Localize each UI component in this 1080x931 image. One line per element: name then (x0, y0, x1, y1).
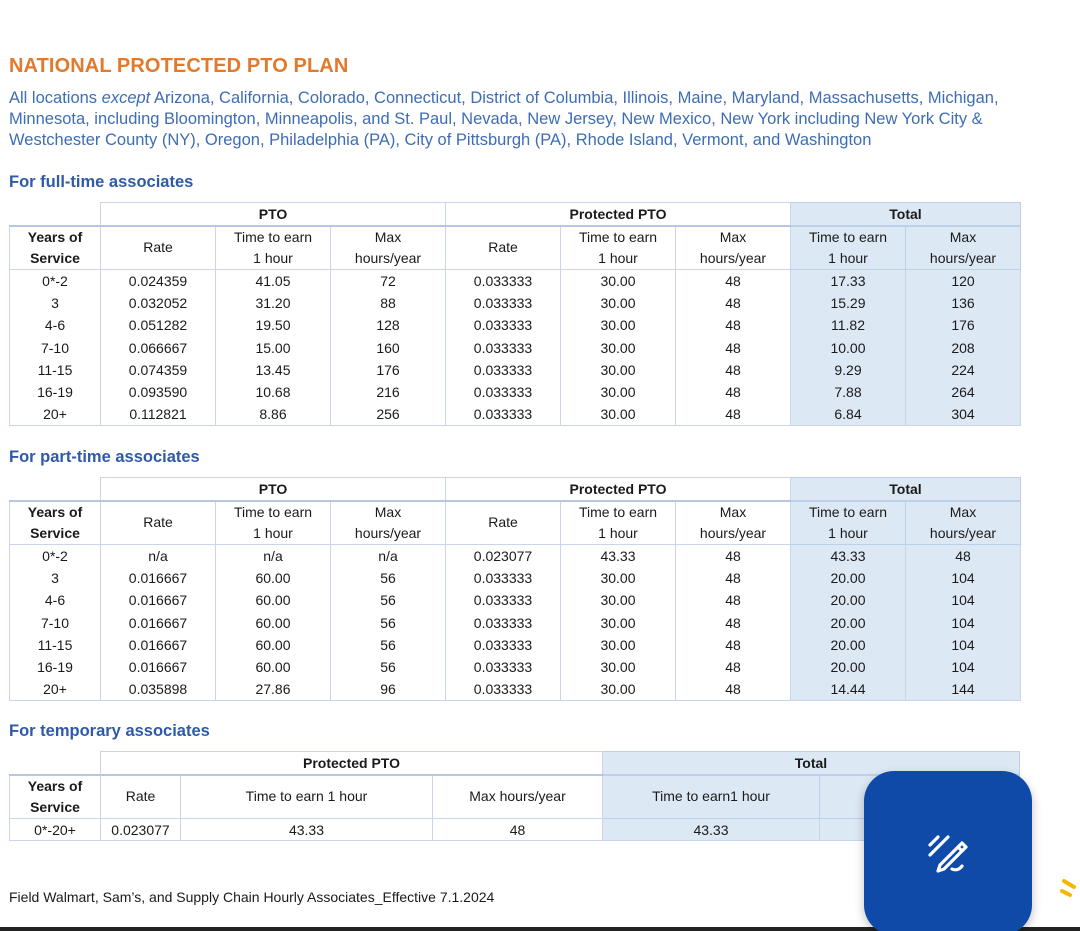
protected-max-hours-cell: 48 (676, 589, 791, 611)
total-max-hours-cell: 104 (906, 567, 1021, 589)
time-to-earn-header: Time to earn 1 hour (791, 226, 906, 270)
max-hours-cell: 56 (331, 589, 446, 611)
protected-rate-cell: 0.033333 (446, 336, 561, 358)
protected-max-hours-cell: 48 (676, 611, 791, 633)
protected-max-hours-cell: 48 (676, 292, 791, 314)
years-of-service-header: Years of Service (10, 226, 101, 270)
time-to-earn-cell: 60.00 (216, 589, 331, 611)
time-to-earn-cell: 27.86 (216, 678, 331, 700)
years-cell: 20+ (10, 403, 101, 425)
years-cell: 11-15 (10, 359, 101, 381)
rate-cell: 0.112821 (101, 403, 216, 425)
max-hours-cell: 56 (331, 634, 446, 656)
total-time-to-earn-cell: 20.00 (791, 589, 906, 611)
total-time-to-earn-cell: 17.33 (791, 270, 906, 292)
locations-intro (9, 88, 1080, 151)
total-max-hours-cell: 264 (906, 381, 1021, 403)
max-hours-header: Max hours/year (676, 501, 791, 545)
total-max-hours-cell: 136 (906, 292, 1021, 314)
protected-time-to-earn-cell: 30.00 (561, 589, 676, 611)
time-to-earn-header: Time to earn 1 hour (216, 226, 331, 270)
rate-cell: 0.016667 (101, 589, 216, 611)
max-hours-cell: 48 (433, 819, 603, 841)
years-cell: 7-10 (10, 336, 101, 358)
protected-time-to-earn-cell: 30.00 (561, 678, 676, 700)
edge-chevron-right[interactable] (1058, 876, 1080, 898)
total-time-to-earn-cell: 43.33 (603, 819, 820, 841)
protected-pto-group-header: Protected PTO (101, 752, 603, 775)
total-time-to-earn-cell: 6.84 (791, 403, 906, 425)
protected-time-to-earn-cell: 30.00 (561, 270, 676, 292)
protected-rate-cell: 0.033333 (446, 589, 561, 611)
years-cell: 0*-2 (10, 545, 101, 567)
years-cell: 0*-2 (10, 270, 101, 292)
protected-rate-cell: 0.033333 (446, 314, 561, 336)
max-hours-cell: n/a (331, 545, 446, 567)
protected-max-hours-cell: 48 (676, 336, 791, 358)
time-to-earn-cell: n/a (216, 545, 331, 567)
rate-cell: 0.051282 (101, 314, 216, 336)
table-row (10, 545, 1021, 567)
rate-cell: 0.016667 (101, 656, 216, 678)
rate-cell: 0.016667 (101, 567, 216, 589)
max-hours-cell: 128 (331, 314, 446, 336)
total-time-to-earn-cell: 7.88 (791, 381, 906, 403)
time-to-earn-header: Time to earn 1 hour (791, 501, 906, 545)
max-hours-cell: 56 (331, 611, 446, 633)
table-row (10, 270, 1021, 292)
table-row (10, 314, 1021, 336)
total-max-hours-cell: 104 (906, 589, 1021, 611)
max-hours-cell: 72 (331, 270, 446, 292)
protected-time-to-earn-cell: 30.00 (561, 359, 676, 381)
section-title-part-time: For part-time associates (9, 448, 200, 466)
protected-max-hours-cell: 48 (676, 314, 791, 336)
rate-cell: 0.035898 (101, 678, 216, 700)
protected-pto-group-header: Protected PTO (446, 203, 791, 226)
protected-time-to-earn-cell: 30.00 (561, 567, 676, 589)
rate-cell: 0.024359 (101, 270, 216, 292)
rate-header: Rate (446, 501, 561, 545)
intro-line-1: All locations except Arizona, California, Colorado, Connecticut, District of Columbia, Illinois, Maine, Maryland, Massachusetts, Michigan, (9, 89, 999, 107)
max-hours-cell: 256 (331, 403, 446, 425)
protected-time-to-earn-cell: 43.33 (561, 545, 676, 567)
protected-rate-cell: 0.033333 (446, 381, 561, 403)
time-to-earn-cell: 13.45 (216, 359, 331, 381)
total-max-hours-cell: 48 (906, 545, 1021, 567)
protected-rate-cell: 0.033333 (446, 656, 561, 678)
protected-max-hours-cell: 48 (676, 381, 791, 403)
protected-time-to-earn-cell: 30.00 (561, 336, 676, 358)
edit-pen-icon (922, 825, 974, 882)
table-row (10, 678, 1021, 700)
intro-line-2: Minnesota, including Bloomington, Minneapolis, and St. Paul, Nevada, New Jersey, New Mexico, New York including New York City & (9, 110, 983, 128)
protected-time-to-earn-cell: 30.00 (561, 656, 676, 678)
max-hours-cell: 88 (331, 292, 446, 314)
total-time-to-earn-cell: 20.00 (791, 634, 906, 656)
total-time-to-earn-cell: 9.29 (791, 359, 906, 381)
time-to-earn-cell: 60.00 (216, 567, 331, 589)
rate-header: Rate (446, 226, 561, 270)
protected-max-hours-cell: 48 (676, 403, 791, 425)
part-time-table (9, 477, 1021, 701)
protected-max-hours-cell: 48 (676, 359, 791, 381)
max-hours-header: Max hours/year (331, 226, 446, 270)
time-to-earn-cell: 41.05 (216, 270, 331, 292)
max-hours-header: Max hours/year (906, 226, 1021, 270)
protected-pto-group-header: Protected PTO (446, 478, 791, 501)
protected-max-hours-cell: 48 (676, 634, 791, 656)
protected-time-to-earn-cell: 30.00 (561, 634, 676, 656)
max-hours-header: Max hours/year (906, 501, 1021, 545)
time-to-earn-cell: 60.00 (216, 634, 331, 656)
rate-cell: 0.016667 (101, 634, 216, 656)
protected-max-hours-cell: 48 (676, 567, 791, 589)
years-of-service-header: Years of Service (10, 775, 101, 819)
intro-emphasis: except (101, 89, 151, 107)
protected-rate-cell: 0.033333 (446, 292, 561, 314)
total-max-hours-cell: 104 (906, 611, 1021, 633)
edit-fab-button[interactable] (864, 771, 1032, 931)
protected-rate-cell: 0.033333 (446, 634, 561, 656)
years-cell: 16-19 (10, 381, 101, 403)
table-row (10, 611, 1021, 633)
table-row (10, 359, 1021, 381)
time-to-earn-header: Time to earn 1 hour (561, 501, 676, 545)
table-row (10, 567, 1021, 589)
time-to-earn-cell: 60.00 (216, 611, 331, 633)
total-max-hours-cell: 104 (906, 634, 1021, 656)
years-cell: 0*-20+ (10, 819, 101, 841)
protected-rate-cell: 0.023077 (446, 545, 561, 567)
time-to-earn-cell: 60.00 (216, 656, 331, 678)
rate-cell: 0.093590 (101, 381, 216, 403)
protected-rate-cell: 0.033333 (446, 270, 561, 292)
time-to-earn-header: Time to earn1 hour (603, 775, 820, 819)
protected-max-hours-cell: 48 (676, 270, 791, 292)
years-cell: 3 (10, 567, 101, 589)
table-row (10, 336, 1021, 358)
rate-header: Rate (101, 501, 216, 545)
time-to-earn-cell: 19.50 (216, 314, 331, 336)
time-to-earn-cell: 43.33 (181, 819, 433, 841)
table-row (10, 656, 1021, 678)
total-time-to-earn-cell: 43.33 (791, 545, 906, 567)
pto-group-header: PTO (101, 478, 446, 501)
protected-max-hours-cell: 48 (676, 545, 791, 567)
page-title: NATIONAL PROTECTED PTO PLAN (9, 55, 349, 77)
years-cell: 20+ (10, 678, 101, 700)
protected-time-to-earn-cell: 30.00 (561, 292, 676, 314)
total-group-header: Total (791, 203, 1021, 226)
protected-rate-cell: 0.033333 (446, 359, 561, 381)
time-to-earn-cell: 15.00 (216, 336, 331, 358)
full-time-table (9, 202, 1021, 426)
time-to-earn-header: Time to earn 1 hour (561, 226, 676, 270)
years-cell: 3 (10, 292, 101, 314)
max-hours-cell: 96 (331, 678, 446, 700)
chevron-right-icon (1058, 885, 1080, 902)
time-to-earn-header: Time to earn 1 hour (181, 775, 433, 819)
total-group-header: Total (791, 478, 1021, 501)
intro-line-3: Westchester County (NY), Oregon, Philadelphia (PA), City of Pittsburgh (PA), Rhode Island, Vermont, and Washington (9, 131, 872, 149)
protected-time-to-earn-cell: 30.00 (561, 381, 676, 403)
table-row (10, 292, 1021, 314)
total-max-hours-cell: 304 (906, 403, 1021, 425)
protected-time-to-earn-cell: 30.00 (561, 403, 676, 425)
max-hours-header: Max hours/year (676, 226, 791, 270)
protected-rate-cell: 0.033333 (446, 567, 561, 589)
total-time-to-earn-cell: 10.00 (791, 336, 906, 358)
max-hours-header: Max hours/year (433, 775, 603, 819)
years-cell: 4-6 (10, 314, 101, 336)
total-max-hours-cell: 120 (906, 270, 1021, 292)
rate-cell: 0.074359 (101, 359, 216, 381)
rate-header: Rate (101, 775, 181, 819)
total-max-hours-cell: 176 (906, 314, 1021, 336)
protected-max-hours-cell: 48 (676, 678, 791, 700)
protected-time-to-earn-cell: 30.00 (561, 611, 676, 633)
total-time-to-earn-cell: 20.00 (791, 567, 906, 589)
years-cell: 16-19 (10, 656, 101, 678)
table-row (10, 381, 1021, 403)
total-group-header: Total (603, 752, 1020, 775)
max-hours-header: Max hours/year (331, 501, 446, 545)
total-time-to-earn-cell: 11.82 (791, 314, 906, 336)
years-cell: 11-15 (10, 634, 101, 656)
protected-rate-cell: 0.033333 (446, 403, 561, 425)
protected-max-hours-cell: 48 (676, 656, 791, 678)
max-hours-cell: 216 (331, 381, 446, 403)
max-hours-cell: 176 (331, 359, 446, 381)
max-hours-cell: 56 (331, 656, 446, 678)
section-title-temporary: For temporary associates (9, 722, 210, 740)
total-max-hours-cell: 208 (906, 336, 1021, 358)
max-hours-cell: 160 (331, 336, 446, 358)
protected-rate-cell: 0.033333 (446, 611, 561, 633)
pto-group-header: PTO (101, 203, 446, 226)
total-time-to-earn-cell: 20.00 (791, 611, 906, 633)
total-max-hours-cell: 144 (906, 678, 1021, 700)
total-time-to-earn-cell: 20.00 (791, 656, 906, 678)
total-max-hours-cell: 224 (906, 359, 1021, 381)
table-row (10, 634, 1021, 656)
rate-cell: 0.023077 (101, 819, 181, 841)
total-time-to-earn-cell: 14.44 (791, 678, 906, 700)
years-cell: 7-10 (10, 611, 101, 633)
rate-cell: 0.016667 (101, 611, 216, 633)
footer-note: Field Walmart, Sam’s, and Supply Chain Hourly Associates_Effective 7.1.2024 (9, 889, 495, 905)
max-hours-cell: 56 (331, 567, 446, 589)
total-max-hours-cell: 104 (906, 656, 1021, 678)
years-of-service-header: Years of Service (10, 501, 101, 545)
rate-cell: n/a (101, 545, 216, 567)
section-title-full-time: For full-time associates (9, 173, 194, 191)
time-to-earn-cell: 8.86 (216, 403, 331, 425)
protected-rate-cell: 0.033333 (446, 678, 561, 700)
total-time-to-earn-cell: 15.29 (791, 292, 906, 314)
table-row (10, 589, 1021, 611)
table-row (10, 403, 1021, 425)
time-to-earn-cell: 10.68 (216, 381, 331, 403)
time-to-earn-cell: 31.20 (216, 292, 331, 314)
rate-cell: 0.066667 (101, 336, 216, 358)
time-to-earn-header: Time to earn 1 hour (216, 501, 331, 545)
protected-time-to-earn-cell: 30.00 (561, 314, 676, 336)
years-cell: 4-6 (10, 589, 101, 611)
rate-cell: 0.032052 (101, 292, 216, 314)
rate-header: Rate (101, 226, 216, 270)
